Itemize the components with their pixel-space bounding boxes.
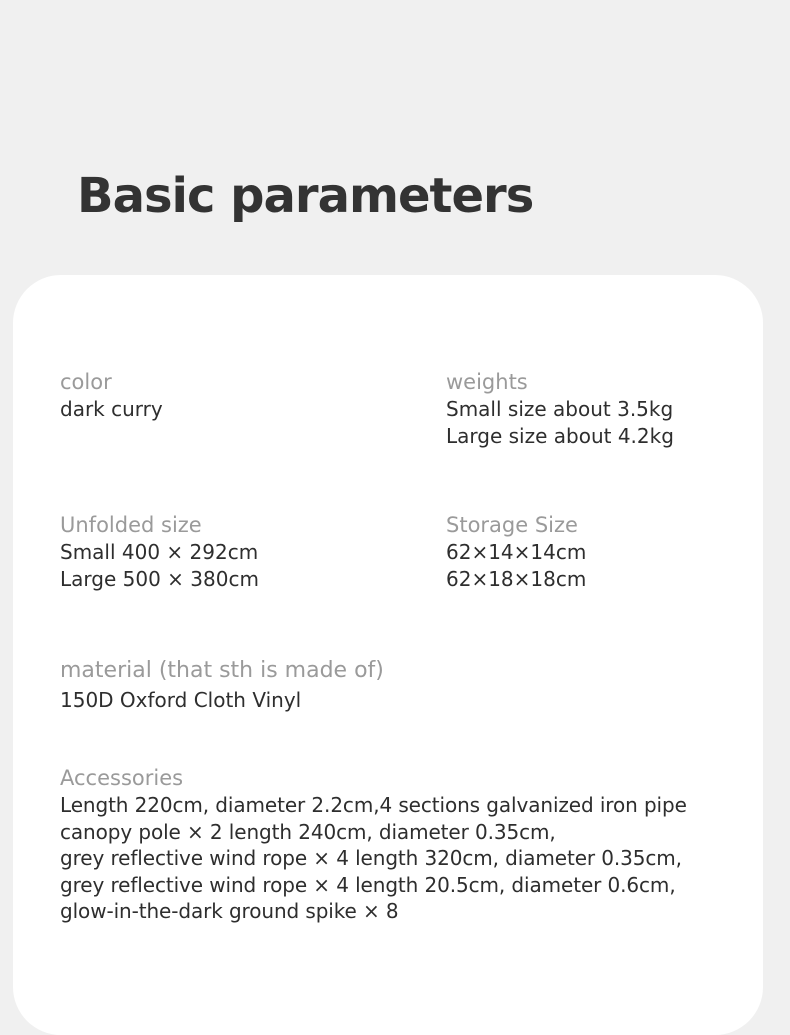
param-accessories-line: glow-in-the-dark ground spike × 8 xyxy=(60,899,399,923)
param-weights-label: weights xyxy=(446,370,528,394)
param-unfolded-size-value-large: Large 500 × 380cm xyxy=(60,566,259,591)
param-color xyxy=(60,369,163,423)
param-accessories-line: canopy pole × 2 length 240cm, diameter 0.35cm, xyxy=(60,819,556,844)
param-color-value: dark curry xyxy=(60,397,163,421)
param-accessories-line: grey reflective wind rope × 4 length 20.5cm, diameter 0.6cm, xyxy=(60,872,676,897)
param-color-label: color xyxy=(60,370,112,394)
param-weights-value-small: Small size about 3.5kg xyxy=(446,397,674,421)
param-material-value: 150D Oxford Cloth Vinyl xyxy=(60,688,302,712)
param-storage-size xyxy=(446,512,586,592)
parameters-card xyxy=(13,275,763,1035)
param-storage-size-value-large: 62×18×18cm xyxy=(446,566,587,591)
param-material xyxy=(60,656,384,714)
param-storage-size-label: Storage Size xyxy=(446,513,578,537)
param-unfolded-size-value-small: Small 400 × 292cm xyxy=(60,540,259,564)
param-accessories-label: Accessories xyxy=(60,766,184,790)
param-weights xyxy=(446,369,674,449)
param-storage-size-value-small: 62×14×14cm xyxy=(446,540,587,564)
param-accessories-line: grey reflective wind rope × 4 length 320cm, diameter 0.35cm, xyxy=(60,846,682,870)
page-title: Basic parameters xyxy=(77,168,534,224)
param-accessories xyxy=(60,765,687,925)
param-weights-value-large: Large size about 4.2kg xyxy=(446,423,674,448)
param-material-label: material (that sth is made of) xyxy=(60,658,384,683)
param-unfolded-size-label: Unfolded size xyxy=(60,513,202,537)
param-accessories-line: Length 220cm, diameter 2.2cm,4 sections galvanized iron pipe xyxy=(60,793,687,817)
param-unfolded-size xyxy=(60,512,259,592)
